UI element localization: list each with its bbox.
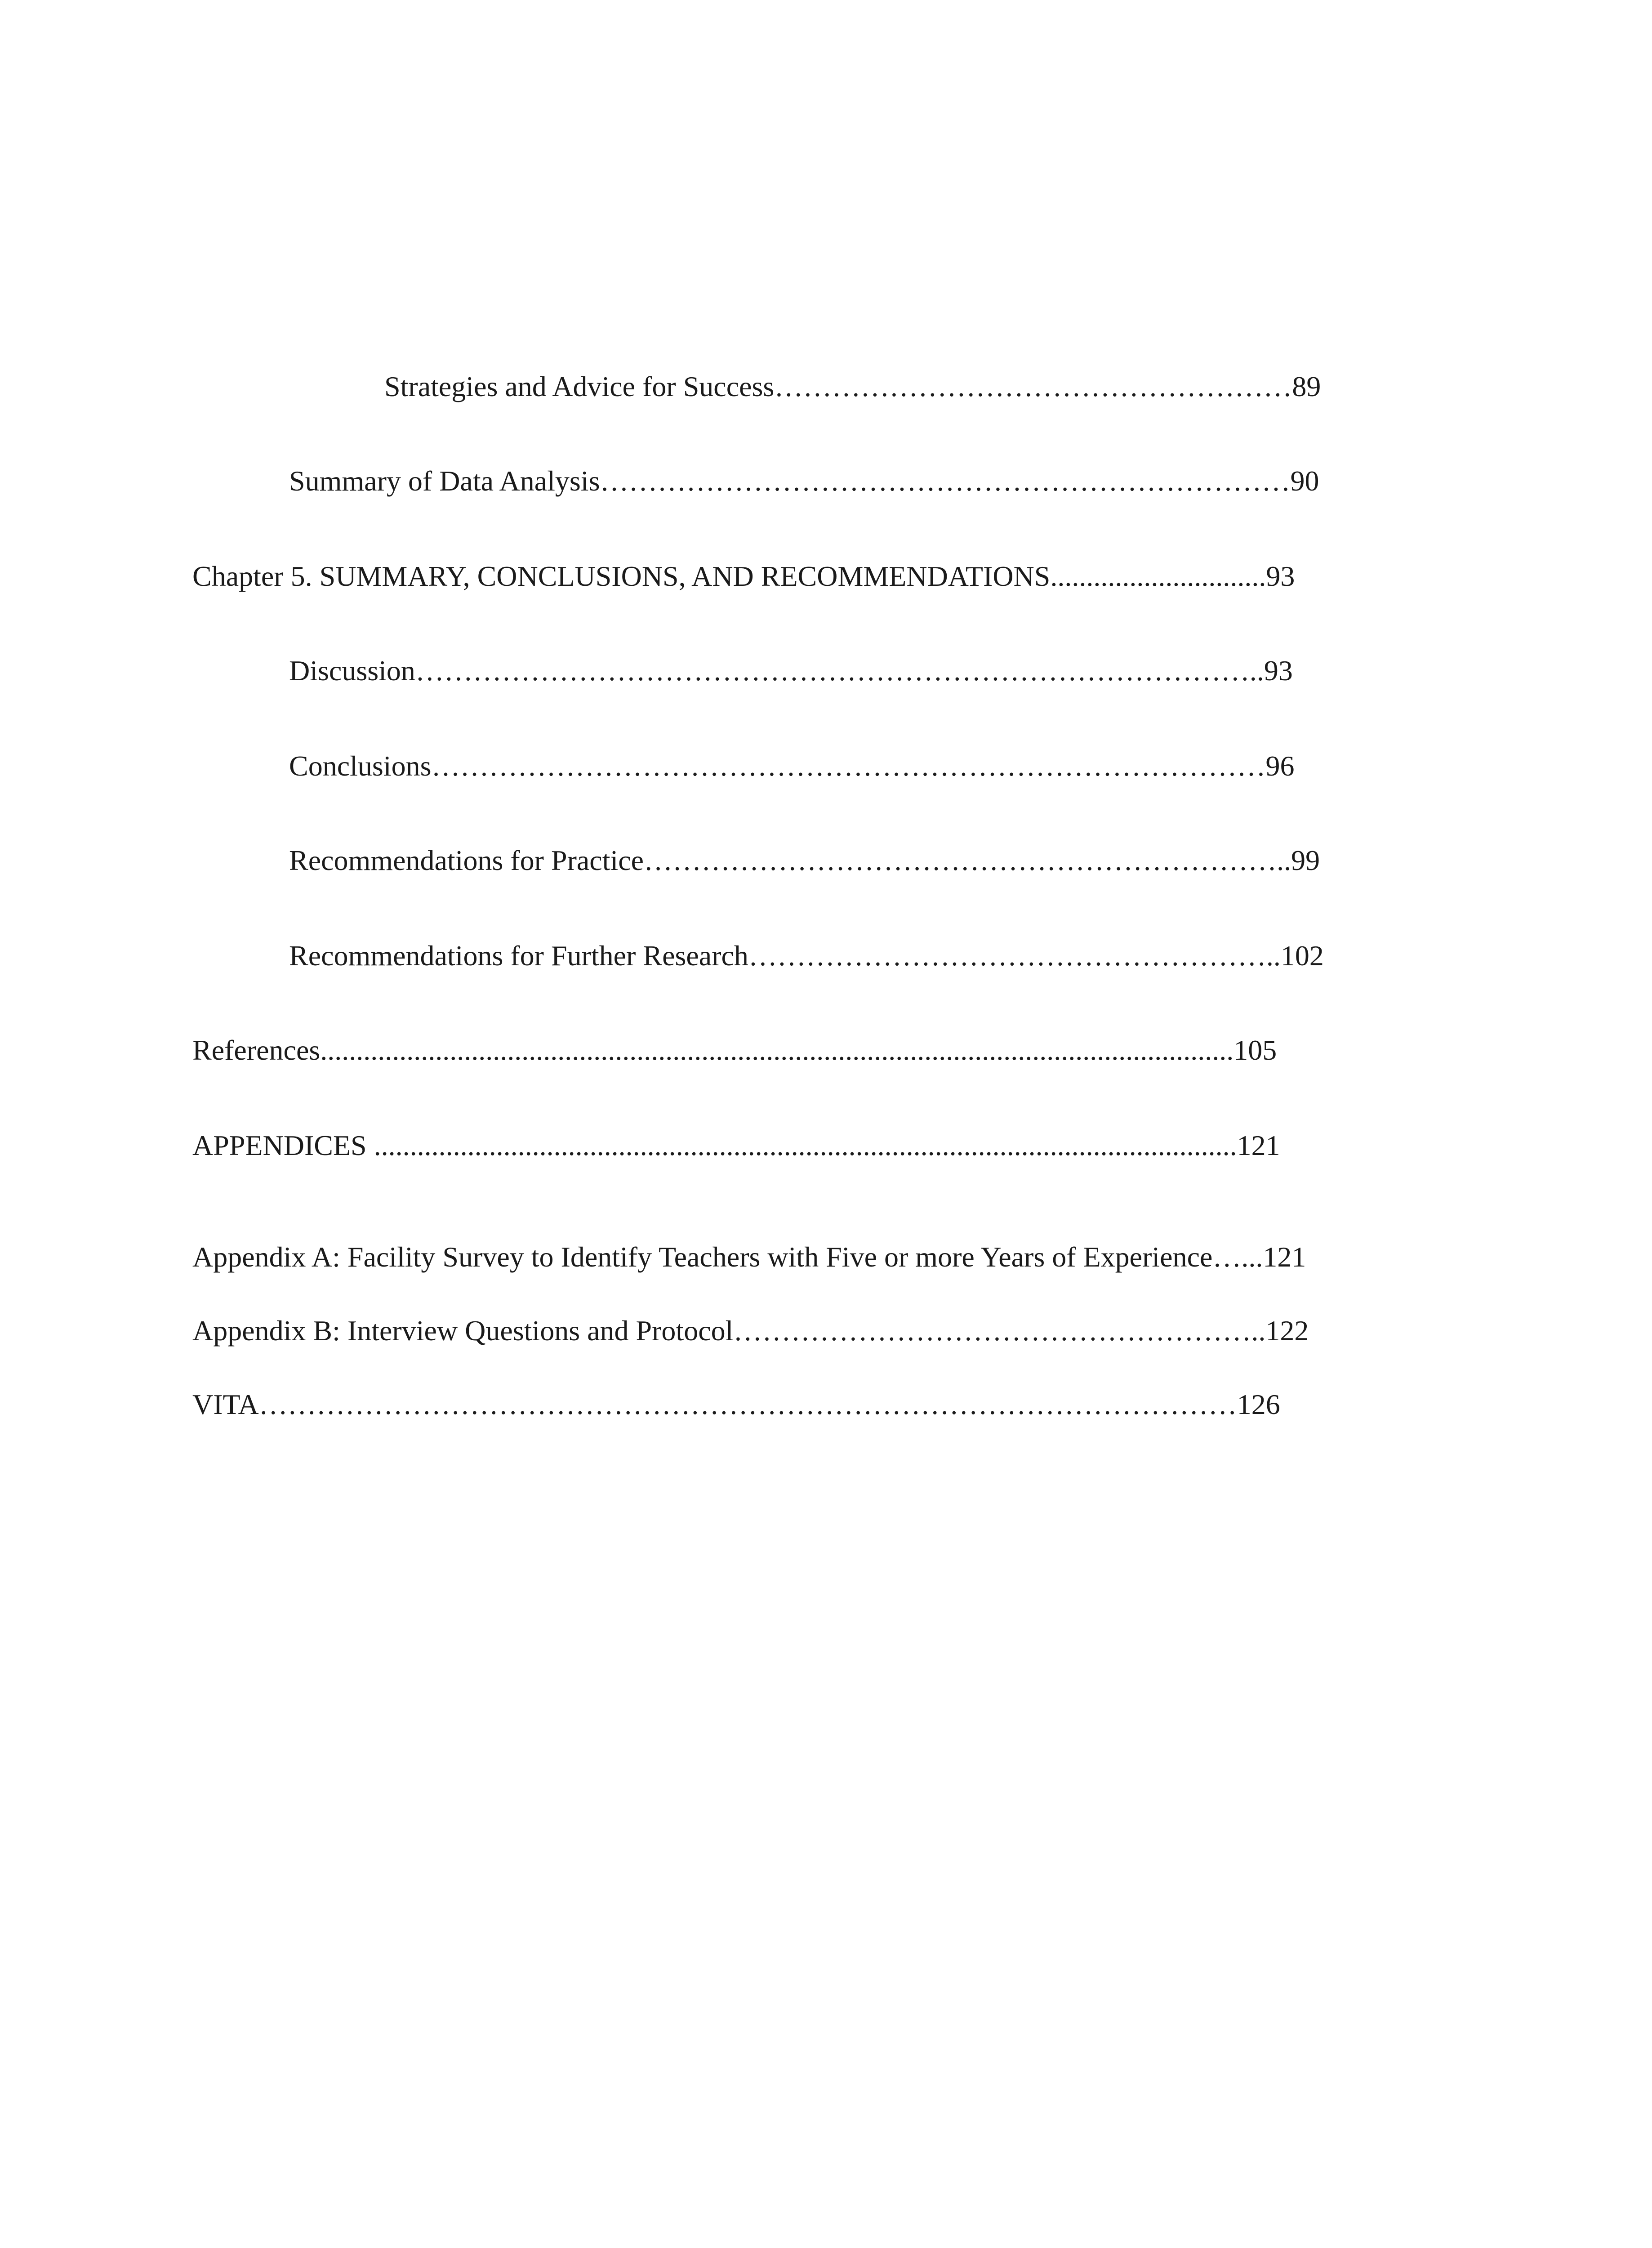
toc-entry-appendix-a: Appendix A: Facility Survey to Identify Teachers with Five or more Years of Experience…...121 bbox=[192, 1241, 1306, 1273]
toc-entry-recommendations-practice: Recommendations for Practice…………………………………………………………..99 bbox=[289, 844, 1320, 876]
toc-entry-discussion: Discussion……………………………………………………………………………..93 bbox=[289, 655, 1293, 687]
toc-entry-vita: VITA…………………………………………………………………………………………126 bbox=[192, 1388, 1280, 1420]
toc-entry-appendix-b: Appendix B: Interview Questions and Protocol………………………………………………..122 bbox=[192, 1315, 1309, 1347]
toc-entry-recommendations-further-research: Recommendations for Further Research………………………………………………..102 bbox=[289, 940, 1324, 972]
toc-entry-appendices: APPENDICES ........................................................................................................................121 bbox=[192, 1129, 1280, 1161]
toc-entry-strategies-and-advice: Strategies and Advice for Success………………………………………………89 bbox=[384, 370, 1321, 402]
toc-entry-references: References...............................................................................................................................105 bbox=[192, 1034, 1277, 1066]
toc-entry-chapter-5: Chapter 5. SUMMARY, CONCLUSIONS, AND RECOMMENDATIONS..............................93 bbox=[192, 560, 1295, 592]
toc-entry-conclusions: Conclusions……………………………………………………………………………96 bbox=[289, 750, 1295, 782]
toc-entry-summary-of-data-analysis: Summary of Data Analysis………………………………………………………………90 bbox=[289, 465, 1319, 497]
